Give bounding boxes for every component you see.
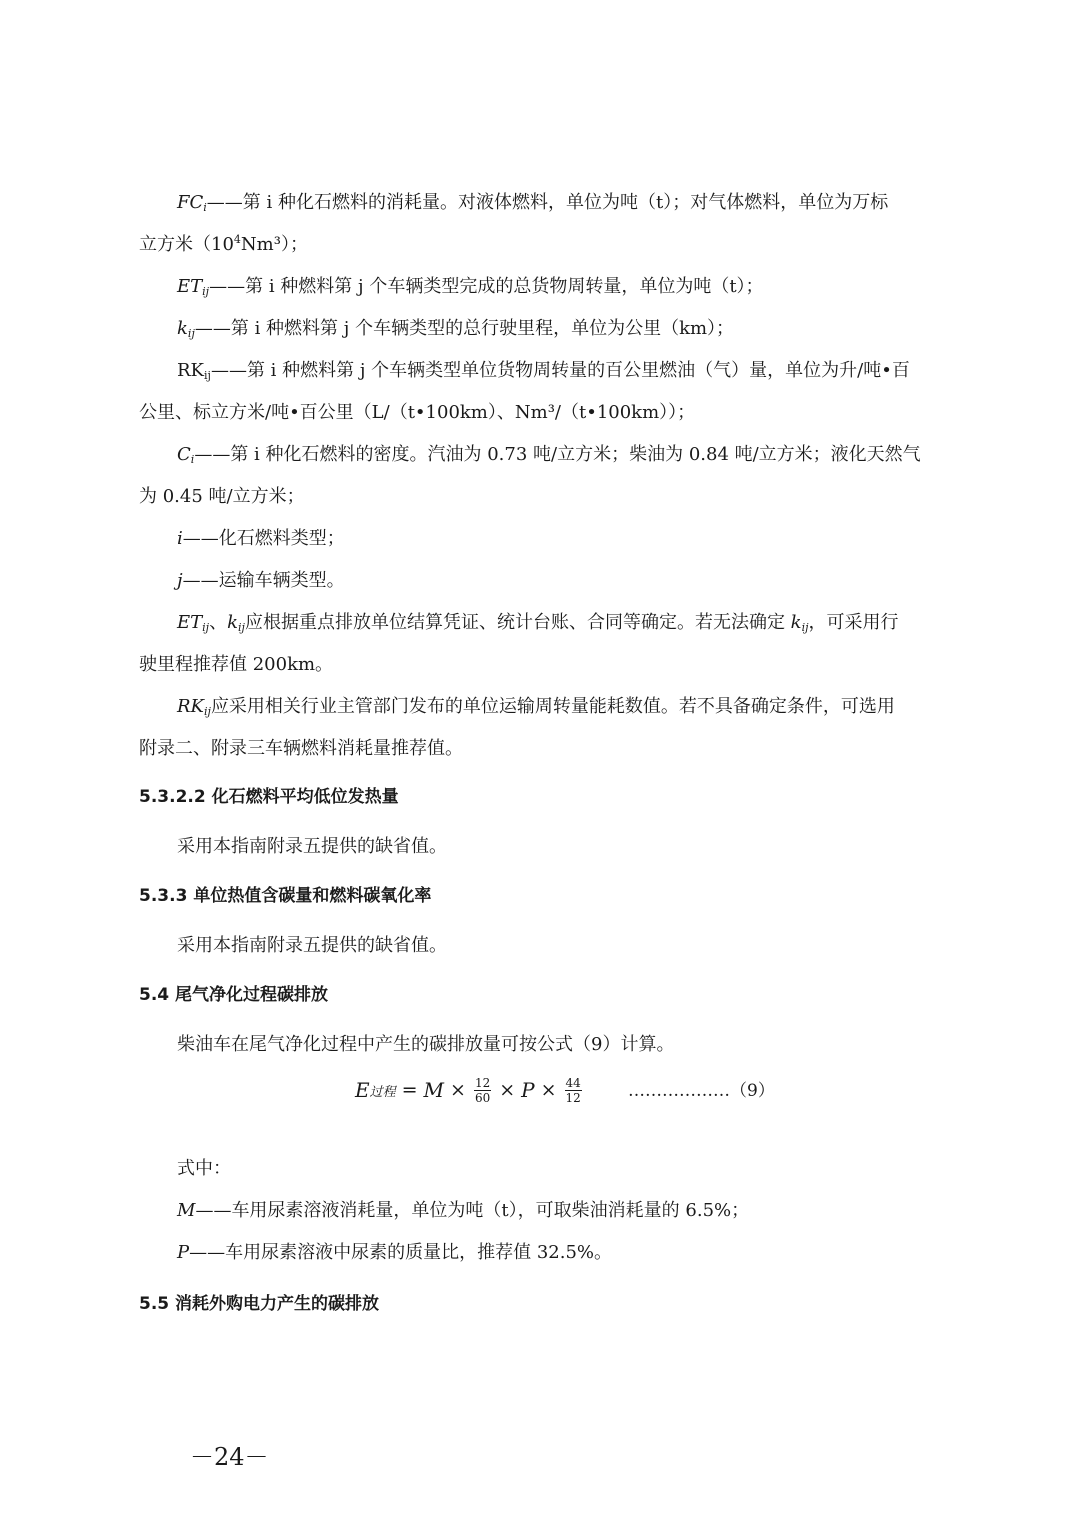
section-heading-5-5: 5.5 消耗外购电力产生的碳排放 (139, 1294, 380, 1314)
para-et-k (177, 611, 899, 635)
symbol: k (790, 612, 802, 633)
subscript: ij (238, 621, 245, 634)
denominator: 12 (565, 1090, 581, 1105)
text: 立方米（10 (139, 234, 234, 255)
text: Nm³）； (240, 234, 308, 255)
subscript: i (203, 201, 207, 214)
symbol: RK (177, 696, 204, 717)
def-fc-continued (139, 233, 308, 257)
def-et (177, 275, 764, 299)
def-text: ——第 i 种燃料第 j 个车辆类型完成的总货物周转量，单位为吨（t）； (209, 276, 764, 297)
symbol: P (177, 1242, 190, 1263)
numerator: 12 (474, 1075, 491, 1090)
symbol: RK (177, 360, 204, 381)
formula-m: M (423, 1078, 445, 1102)
subscript: ij (187, 327, 195, 340)
def-text: ——车用尿素溶液消耗量，单位为吨（t），可取柴油消耗量的 6.5%； (195, 1200, 750, 1221)
symbol: M (177, 1200, 196, 1221)
denominator: 60 (474, 1090, 491, 1105)
para-text: 应采用相关行业主管部门发布的单位运输周转量能耗数值。若不具备确定条件，可选用 (210, 696, 895, 717)
subscript: ij (202, 621, 210, 634)
formula-9 (355, 1070, 584, 1110)
symbol: FC (177, 192, 204, 213)
symbol: k (177, 318, 188, 339)
def-text: ——车用尿素溶液中尿素的质量比，推荐值 32.5%。 (189, 1242, 613, 1263)
subscript: ij (202, 285, 210, 298)
def-text: ——第 i 种化石燃料的密度。汽油为 0.73 吨/立方米；柴油为 0.84 吨/立方米；液化天然气 (194, 444, 921, 465)
subscript: ij (204, 369, 211, 382)
formula-lhs-subscript: 过程 (369, 1084, 396, 1100)
symbol: i (177, 528, 183, 549)
symbol: C (177, 444, 191, 465)
def-rk (177, 359, 910, 383)
def-text: ——第 i 种燃料第 j 个车辆类型单位货物周转量的百公里燃油（气）量，单位为升/吨•百 (210, 360, 910, 381)
subscript: ij (204, 705, 211, 718)
para-text: 应根据重点排放单位结算凭证、统计台账、合同等确定。若无法确定 (244, 612, 791, 633)
formula-times: × (540, 1079, 557, 1101)
def-c-continued: 为 0.45 吨/立方米； (139, 486, 305, 507)
formula-lhs: E (355, 1078, 370, 1102)
numerator: 44 (565, 1075, 581, 1090)
symbol: ET (177, 276, 203, 297)
formula-p: P (521, 1078, 535, 1102)
where-label: 式中： (177, 1158, 231, 1179)
def-j (177, 569, 345, 593)
def-k (177, 317, 734, 341)
def-fc (177, 191, 888, 215)
separator: 、 (209, 612, 228, 633)
section-body-5-3-2-2: 采用本指南附录五提供的缺省值。 (177, 836, 447, 857)
subscript: ij (801, 621, 809, 634)
formula-times: × (499, 1079, 516, 1101)
section-body-5-3-3: 采用本指南附录五提供的缺省值。 (177, 935, 447, 956)
def-rk-continued: 公里、标立方米/吨•百公里（L/（t•100km）、Nm³/（t•100km））； (139, 402, 696, 423)
formula-fraction-2 (565, 1076, 582, 1105)
para-rk (177, 695, 895, 719)
superscript: 4 (233, 233, 241, 246)
symbol: j (177, 570, 183, 591)
formula-fraction-1 (474, 1076, 491, 1105)
section-heading-5-3-3: 5.3.3 单位热值含碳量和燃料碳氧化率 (139, 886, 432, 906)
symbol: ET (177, 612, 203, 633)
section-heading-5-4: 5.4 尾气净化过程碳排放 (139, 985, 329, 1005)
page-number: －24－ (190, 1443, 269, 1471)
section-heading-5-3-2-2: 5.3.2.2 化石燃料平均低位发热量 (139, 787, 399, 807)
def-c (177, 443, 921, 467)
def-m (177, 1199, 749, 1223)
symbol: k (227, 612, 239, 633)
para-rk-continued: 附录二、附录三车辆燃料消耗量推荐值。 (139, 738, 463, 759)
section-body-5-4: 柴油车在尾气净化过程中产生的碳排放量可按公式（9）计算。 (177, 1034, 675, 1055)
def-i (177, 527, 345, 551)
formula-times: × (450, 1079, 466, 1101)
def-text: ——运输车辆类型。 (182, 570, 345, 591)
formula-equals: = (401, 1079, 418, 1101)
def-text: ——第 i 种化石燃料的消耗量。对液体燃料，单位为吨（t）；对气体燃料，单位为万标 (206, 192, 889, 213)
def-p (177, 1241, 612, 1265)
para-et-k-continued: 驶里程推荐值 200km。 (139, 654, 334, 675)
def-text: ——第 i 种燃料第 j 个车辆类型的总行驶里程，单位为公里（km）； (194, 318, 735, 339)
subscript: i (190, 453, 195, 466)
para-text: ，可采用行 (808, 612, 899, 633)
equation-number: ………………（9） (628, 1081, 775, 1101)
def-text: ——化石燃料类型； (182, 528, 345, 549)
